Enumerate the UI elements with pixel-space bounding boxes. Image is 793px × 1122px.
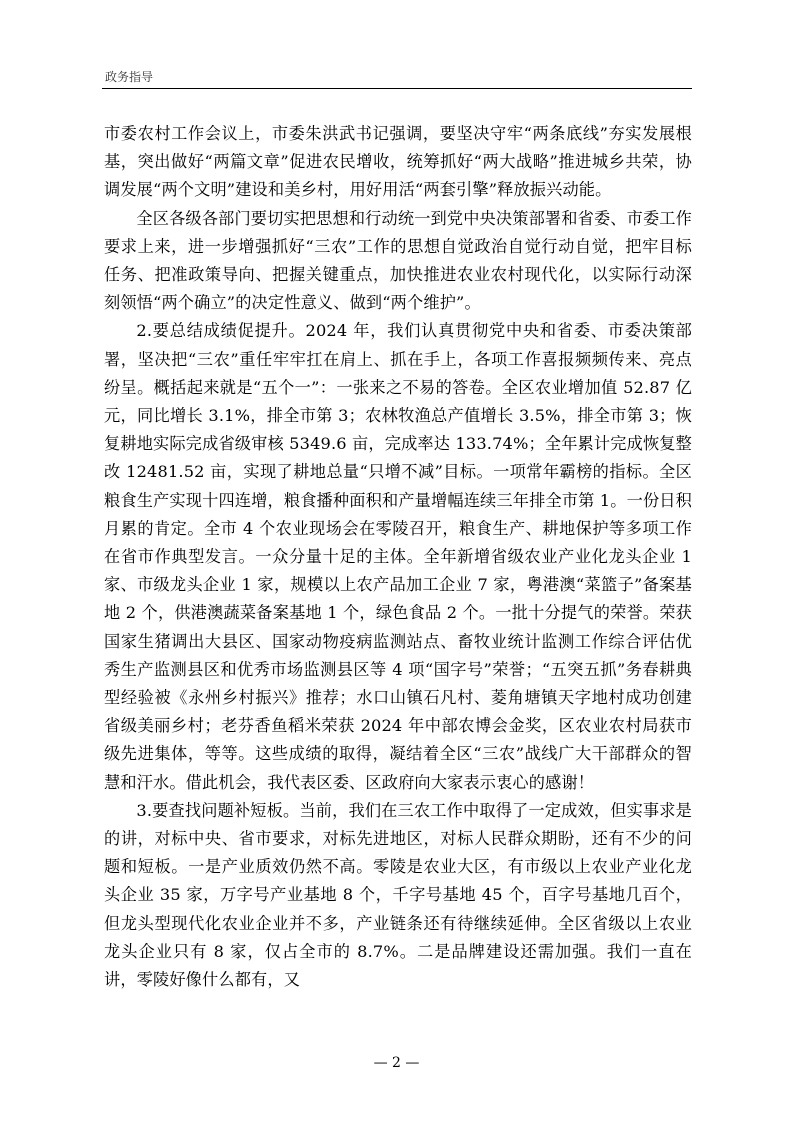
- document-body: [104, 120, 692, 994]
- paragraph-3: 2.要总结成绩促提升。2024 年，我们认真贯彻党中央和省委、市委决策部署，坚决把“三农”重任牢牢扛在肩上、抓在手上，各项工作喜报频频传来、亮点纷呈。概括起来就是“五个一”：一张来之不易的答卷。全区农业增加值 52.87 亿元，同比增长 3.1%，排全市第 3；农林牧渔总产值增长 3.5%，排全市第 3；恢复耕地实际完成省级审核 5349.6 亩，完成率达 133.74%；全年累计完成恢复整改 12481.52 亩，实现了耕地总量“只增不减”目标。一项常年霸榜的指标。全区粮食生产实现十四连增，粮食播种面积和产量增幅连续三年排全市第 1。一份日积月累的肯定。全市 4 个农业现场会在零陵召开，粮食生产、耕地保护等多项工作在省市作典型发言。一众分量十足的主体。全年新增省级农业产业化龙头企业 1 家、市级龙头企业 1 家，规模以上农产品加工企业 7 家，粤港澳“菜篮子”备案基地 2 个，供港澳蔬菜备案基地 1 个，绿色食品 2 个。一批十分提气的荣誉。荣获国家生猪调出大县区、国家动物疫病监测站点、畜牧业统计监测工作综合评估优秀生产监测县区和优秀市场监测县区等 4 项“国字号”荣誉；“五突五抓”务春耕典型经验被《永州乡村振兴》推荐；水口山镇石凡村、菱角塘镇天字地村成功创建省级美丽乡村；老芬香鱼稻米荣获 2024 年中部农博会金奖，区农业农村局获市级先进集体，等等。这些成绩的取得，凝结着全区“三农”战线广大干部群众的智慧和汗水。借此机会，我代表区委、区政府向大家表示衷心的感谢！: [104, 321, 692, 792]
- paragraph-2: 全区各级各部门要切实把思想和行动统一到党中央决策部署和省委、市委工作要求上来，进一步增强抓好“三农”工作的思想自觉政治自觉行动自觉，把牢目标任务、把准政策导向、把握关键重点，加快推进农业农村现代化，以实际行动深刻领悟“两个确立”的决定性意义、做到“两个维护”。: [104, 208, 692, 313]
- header-divider: [102, 88, 692, 89]
- paragraph-1: 市委农村工作会议上，市委朱洪武书记强调，要坚决守牢“两条底线”夯实发展根基，突出做好“两篇文章”促进农民增收，统筹抓好“两大战略”推进城乡共荣，协调发展“两个文明”建设和美乡村，用好用活“两套引擎”释放振兴动能。: [104, 124, 692, 200]
- running-header: 政务指导: [105, 70, 154, 84]
- paragraph-4: 3.要查找问题补短板。当前，我们在三农工作中取得了一定成效，但实事求是的讲，对标中央、省市要求，对标先进地区，对标人民群众期盼，还有不少的问题和短板。一是产业质效仍然不高。零陵是农业大区，有市级以上农业产业化龙头企业 35 家，万字号产业基地 8 个，千字号基地 45 个，百字号基地几百个，但龙头型现代化农业企业并不多，产业链条还有待继续延伸。全区省级以上农业龙头企业只有 8 家，仅占全市的 8.7%。二是品牌建设还需加强。我们一直在讲，零陵好像什么都有，又: [104, 800, 692, 990]
- page-number: — 2 —: [373, 1055, 420, 1071]
